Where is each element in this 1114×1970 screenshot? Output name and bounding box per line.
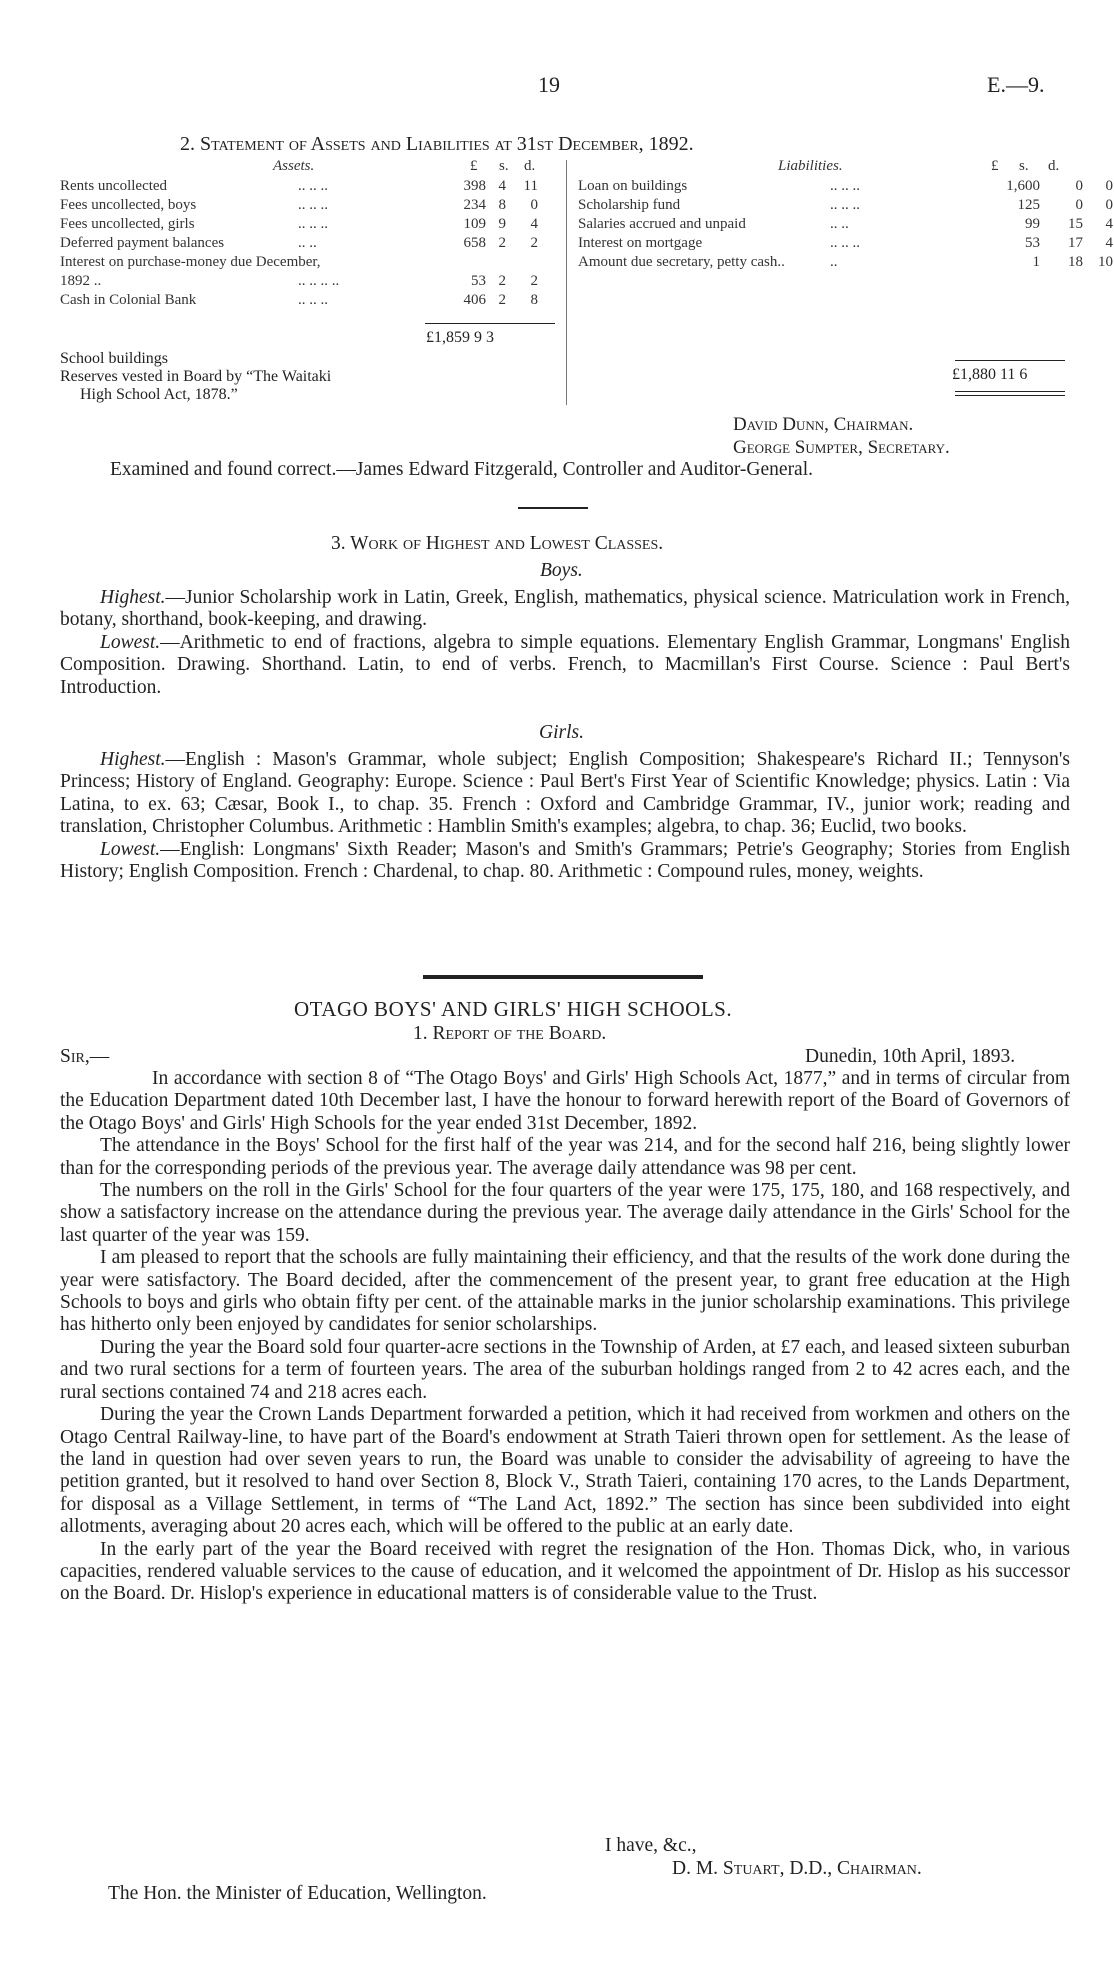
liabilities-total-rule-top bbox=[955, 360, 1065, 361]
liabilities-total-rule-1 bbox=[955, 391, 1065, 392]
boys-heading: Boys. bbox=[540, 560, 583, 581]
girls-highest-text: —English : Mason's Grammar, whole subject; English Composition; Shakespeare's Richard II.; Tennyson's Princess; History of England. Geography: Europe. Science : Paul Bert's First Year of Scientific Knowledge; physics. Latin : Via Latina, to ex. 63; Cæsar, Book I., to chap. 35. French : Oxford and Cambridge Grammar, IV., junior work; reading and translation, Christopher Columbus. Arithmetic : Hamblin Smith's examples; algebra, to chap. 36; Euclid, two books. bbox=[60, 749, 1070, 838]
examined-line bbox=[110, 459, 813, 481]
asset-l: 406 bbox=[463, 292, 486, 308]
liability-s: 18 bbox=[1068, 254, 1083, 270]
asset-l: 398 bbox=[463, 178, 486, 194]
asset-label: Deferred payment balances bbox=[60, 235, 225, 251]
section-rule-thick bbox=[423, 975, 703, 979]
liability-row bbox=[60, 235, 1113, 254]
section-rule-short bbox=[518, 507, 588, 509]
asset-label: Rents uncollected bbox=[60, 178, 168, 194]
liability-row bbox=[60, 254, 1113, 273]
liabilities-col-pence: d. bbox=[1048, 158, 1060, 174]
otago-title: OTAGO BOYS' AND GIRLS' HIGH SCHOOLS. bbox=[294, 997, 733, 1021]
asset-l: 234 bbox=[463, 197, 486, 213]
liability-label: Salaries accrued and unpaid bbox=[578, 216, 746, 232]
liabilities-total-rule-2 bbox=[955, 395, 1065, 396]
asset-dots: .. .. .. bbox=[298, 178, 328, 194]
assets-total: £1,859 9 3 bbox=[426, 329, 494, 346]
girls-block bbox=[60, 749, 1070, 883]
liability-s: 17 bbox=[1068, 235, 1083, 251]
report-paragraph: I am pleased to report that the schools are fully maintaining their efficiency, and that the results of the work done during the year were satisfactory. The Board decided, after the commencement of the present year, to grant free education at the High Schools to boys and girls who obtain fifty per cent. of the attainable marks in the junior scholarship examinations. This privilege has hitherto only been enjoyed by candidates for senior scholarships. bbox=[60, 1247, 1070, 1336]
girls-highest-label: Highest. bbox=[100, 749, 166, 770]
salutation: Sir,— bbox=[60, 1046, 110, 1067]
asset-d: 4 bbox=[530, 216, 538, 232]
page-reference: E.—9. bbox=[987, 72, 1045, 97]
reserves-line1: Reserves vested in Board by “The Waitaki bbox=[60, 368, 332, 385]
asset-label: Cash in Colonial Bank bbox=[60, 292, 197, 308]
asset-l: 658 bbox=[463, 235, 486, 251]
asset-d: 11 bbox=[523, 178, 538, 194]
liability-label: Scholarship fund bbox=[578, 197, 681, 213]
boys-highest-label: Highest. bbox=[100, 587, 166, 608]
liability-s: 15 bbox=[1068, 216, 1083, 232]
liability-label: Interest on mortgage bbox=[578, 235, 703, 251]
work-title: 3. Work of Highest and Lowest Classes. bbox=[331, 533, 664, 554]
assets-heading: Assets. bbox=[273, 158, 315, 174]
liability-l: 99 bbox=[1025, 216, 1040, 232]
liability-dots: .. .. .. bbox=[830, 235, 860, 251]
liability-l: 1 bbox=[1032, 254, 1040, 270]
liability-d: 0 bbox=[1105, 178, 1113, 194]
girls-heading: Girls. bbox=[539, 722, 584, 743]
boys-lowest-label: Lowest. bbox=[100, 631, 161, 653]
liability-dots: .. bbox=[830, 254, 838, 270]
report-paragraph: The attendance in the Boys' School for the first half of the year was 214, and for the second half 216, being slightly lower than for the corresponding periods of the previous year. The average daily attendance was 98 per cent. bbox=[60, 1135, 1070, 1179]
liability-label: Amount due secretary, petty cash.. bbox=[578, 254, 785, 270]
asset-dots: .. .. .. bbox=[298, 197, 328, 213]
asset-d: 2 bbox=[530, 273, 538, 289]
asset-label: Fees uncollected, boys bbox=[60, 197, 197, 213]
liability-d: 0 bbox=[1105, 197, 1113, 213]
liability-l: 1,600 bbox=[1006, 178, 1040, 194]
asset-dots: .. .. .. .. bbox=[298, 273, 340, 289]
page-number: 19 bbox=[538, 72, 560, 97]
asset-s: 2 bbox=[498, 292, 506, 308]
boys-highest-text: —Junior Scholarship work in Latin, Greek, English, mathematics, physical science. Matriculation work in French, botany, shorthand, book-keeping, and drawing. bbox=[60, 587, 1070, 631]
liability-d: 4 bbox=[1105, 216, 1113, 232]
reserves-line2: High School Act, 1878.” bbox=[80, 386, 238, 403]
signature-chairman: David Dunn, Chairman. bbox=[733, 414, 914, 435]
liability-d: 10 bbox=[1098, 254, 1113, 270]
report-paragraph: During the year the Board sold four quarter-acre sections in the Township of Arden, at £7 each, and leased sixteen suburban and two rural sections for a term of fourteen years. The area of the suburban holdings ranged from 2 to 42 acres each, and the rural sections contained 74 and 218 acres each. bbox=[60, 1336, 1070, 1403]
liability-dots: .. .. .. bbox=[830, 178, 860, 194]
asset-s: 2 bbox=[498, 273, 506, 289]
dateline: Dunedin, 10th April, 1893. bbox=[805, 1046, 1016, 1067]
asset-s: 2 bbox=[498, 235, 506, 251]
liabilities-total: £1,880 11 6 bbox=[952, 366, 1028, 383]
signature-secretary: George Sumpter, Secretary. bbox=[733, 437, 950, 458]
report-paragraph: The numbers on the roll in the Girls' School for the four quarters of the year were 175, 175, 180, and 168 respectively, and show a satisfactory increase on the attendance during the previous year. The average daily attendance in the Girls' School for the last quarter of the year was 159. bbox=[60, 1180, 1070, 1246]
assets-total-rule bbox=[425, 323, 555, 324]
asset-l: 109 bbox=[463, 216, 486, 232]
liabilities-col-shillings: s. bbox=[1019, 158, 1029, 174]
asset-dots: .. .. .. bbox=[298, 292, 328, 308]
report-paragraph: In accordance with section 8 of “The Otago Boys' and Girls' High Schools Act, 1877,” and in terms of circular from the Education Department dated 10th December last, I have the honour to forward herewith report of the Board of Governors of the Otago Boys' and Girls' High Schools for the year ended 31st December, 1892. bbox=[60, 1068, 1070, 1134]
report-body bbox=[60, 1068, 1070, 1606]
boys-lowest-text: —Arithmetic to end of fractions, algebra to simple equations. Elementary English Grammar, Longmans' English Composition. Drawing. Shorthand. Latin, to end of verbs. French, to Macmillan's First Course. Science : Paul Bert's Introduction. bbox=[60, 631, 1070, 698]
asset-label: Fees uncollected, girls bbox=[60, 216, 195, 232]
asset-row bbox=[60, 273, 1070, 292]
liability-row bbox=[60, 178, 1113, 197]
report-paragraph: In the early part of the year the Board received with regret the resignation of the Hon. Thomas Dick, who, in various capacities, rendered valuable services to the cause of education, and it welcomed the appointment of Dr. Hislop as his successor on the Board. Dr. Hislop's experience in educational matters is of considerable value to the Trust. bbox=[60, 1538, 1070, 1605]
asset-s: 9 bbox=[498, 216, 506, 232]
report-paragraph: During the year the Crown Lands Department forwarded a petition, which it had received from workmen and others on the Otago Central Railway-line, to have part of the Board's endowment at Strath Taieri thrown open for settlement. As the lease of the land in question had over seven years to run, the Board was unable to consider the advisability of agreeing to have the petition granted, but it resolved to hand over Section 8, Block V., Strath Taieri, containing 170 acres, to the Lands Department, for disposal as a Village Settlement, in terms of “The Land Act, 1892.” The section has since been subdivided into eight allotments, averaging about 20 acres each, which will be offered to the public at an early date. bbox=[60, 1404, 1070, 1538]
asset-d: 0 bbox=[530, 197, 538, 213]
liability-l: 53 bbox=[1025, 235, 1040, 251]
school-buildings: School buildings bbox=[60, 350, 169, 367]
asset-d: 2 bbox=[530, 235, 538, 251]
otago-subtitle: 1. Report of the Board. bbox=[413, 1023, 607, 1044]
report-signature: D. M. Stuart, D.D., Chairman. bbox=[672, 1858, 922, 1879]
liabilities-col-pounds: £ bbox=[991, 158, 999, 174]
asset-s: 8 bbox=[498, 197, 506, 213]
addressee: The Hon. the Minister of Education, Wellington. bbox=[108, 1883, 487, 1904]
examined-text: Examined and found correct.—James Edward Fitzgerald, Controller and Auditor-General. bbox=[110, 459, 814, 480]
liability-d: 4 bbox=[1105, 235, 1113, 251]
liabilities-heading: Liabilities. bbox=[778, 158, 843, 174]
statement-title: 2. Statement of Assets and Liabilities at 31st December, 1892. bbox=[180, 133, 694, 155]
liability-dots: .. .. .. bbox=[830, 197, 860, 213]
liability-s: 0 bbox=[1075, 197, 1083, 213]
asset-s: 4 bbox=[498, 178, 506, 194]
asset-d: 8 bbox=[530, 292, 538, 308]
asset-dots: .. .. .. bbox=[298, 216, 328, 232]
girls-lowest-text: —English: Longmans' Sixth Reader; Mason's and Smith's Grammars; Petrie's Geography; Stories from English History; English Composition. French : Chardenal, to chap. 80. Arithmetic : Compound rules, money, weights. bbox=[60, 838, 1070, 883]
asset-dots: .. .. bbox=[298, 235, 317, 251]
liability-row bbox=[60, 197, 1113, 216]
asset-row bbox=[60, 292, 1070, 311]
asset-l: 53 bbox=[471, 273, 486, 289]
asset-label: Interest on purchase-money due December, bbox=[60, 254, 321, 270]
asset-label: 1892 .. bbox=[60, 273, 102, 289]
liability-s: 0 bbox=[1075, 178, 1083, 194]
liability-l: 125 bbox=[1017, 197, 1040, 213]
assets-col-shillings: s. bbox=[499, 158, 509, 174]
boys-block bbox=[60, 587, 1070, 699]
liability-dots: .. .. bbox=[830, 216, 849, 232]
liability-label: Loan on buildings bbox=[578, 178, 688, 194]
girls-lowest-label: Lowest. bbox=[100, 838, 161, 860]
assets-col-pence: d. bbox=[524, 158, 536, 174]
liability-row bbox=[60, 216, 1113, 235]
assets-col-pounds: £ bbox=[470, 158, 478, 174]
closing: I have, &c., bbox=[605, 1835, 697, 1856]
